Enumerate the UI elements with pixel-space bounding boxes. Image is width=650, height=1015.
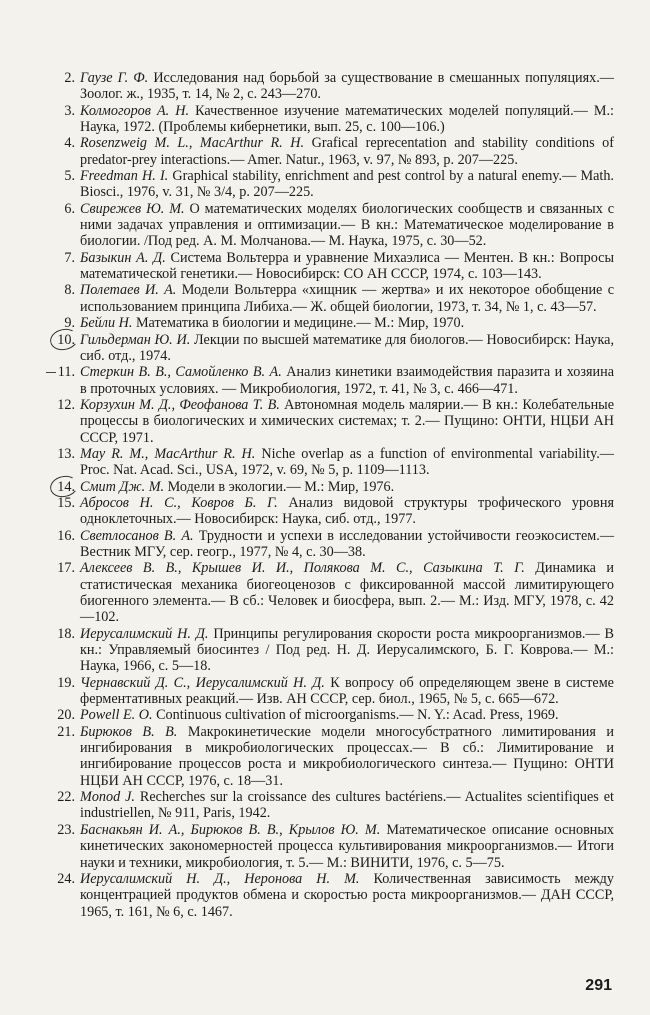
reference-text: К вопросу об определяющем звене в системе ферментативных реакций.— Изв. АН СССР, сер. биол., 1965, № 5, с. 665—672. xyxy=(80,674,614,708)
reference-author: Monod J. xyxy=(80,789,135,806)
reference-item: 13. May R. M., MacArthur R. H. Niche overlap as a function of environmental variability.— Proc. Nat. Acad. Sci., USA, 1972, v. 69, № 5, p. 1109—1113. xyxy=(57,445,614,479)
reference-item: 16. Светлосанов В. А. Трудности и успехи в исследовании устойчивости геоэкосистем.— Вестник МГУ, сер. геогр., 1977, № 4, с. 30—38. xyxy=(57,527,615,560)
reference-item: 12. Корзухин М. Д., Феофанова Т. В. Автономная модель малярии.— В кн.: Колебательные процессы в биологических и химических системах; т. 2.— Пущино: ОНТИ, НЦБИ АН СССР, 1971. xyxy=(57,396,614,446)
reference-text: Принципы регулирования скорости роста микроорганизмов.— В кн.: Управляемый биосинтез / Под ред. Н. Д. Иерусалимского, Б. Г. Коврова.— М.: Наука, 1966, с. 5—18. xyxy=(80,625,615,675)
reference-item: 24. Иерусалимский Н. Д., Неронова Н. М. Количественная зависимость между концентрацией продуктов обмена и скоростью роста микроорганизмов.— ДАН СССР, 1965, т. 161, № 6, с. 1467. xyxy=(57,870,614,920)
reference-text: Модели Вольтерра «хищник — жертва» и их некоторое обобщение с использованием принципа Либиха.— Ж. общей биологии, 1973, т. 34, № 1, с. 43—57. xyxy=(80,282,614,315)
reference-author: Гаузе Г. Ф. xyxy=(80,70,149,86)
reference-text: Grafical reprecentation and stability conditions of predator-prey interactions.— Amer. Natur., 1963, v. 97, № 893, p. 207—225. xyxy=(80,135,614,168)
reference-text: Динамика и статистическая механика биогеоценозов с фиксированной массой лимитирующего биогенного элемента.— В сб.: Человек и биосфера, вып. 2.— М.: Изд. МГУ, 1978, с. 42—102. xyxy=(80,560,614,626)
reference-author: Freedman H. I. xyxy=(80,168,169,185)
reference-text: Качественное изучение математических моделей популяций.— М.: Наука, 1972. (Проблемы кибернетики, вып. 25, с. 100—106.) xyxy=(80,102,614,136)
reference-item: 9. Бейли Н. Математика в биологии и медицине.— М.: Мир, 1970. xyxy=(64,315,465,332)
reference-text: Лекции по высшей математике для биологов.— Новосибирск: Наука, сиб. отд., 1974. xyxy=(80,331,614,364)
reference-author: Чернавский Д. С., Иерусалимский Н. Д. xyxy=(80,674,325,691)
reference-author: Абросов Н. С., Ковров Б. Г. xyxy=(80,494,278,511)
reference-text: Математическое описание основных кинетических закономерностей процесса культивирования микроорганизмов.— Итоги науки и техники, микробиология, т. 5.— М.: ВИНИТИ, 1976, с. 5—75. xyxy=(80,821,615,871)
reference-item: 11. Стеркин В. В., Самойленко В. А. Анализ кинетики взаимодействия паразита и хозяина в проточных условиях. — Микробиология, 1972, т. 41, № 3, с. 466—471. xyxy=(56,364,614,397)
reference-item: 14. Смит Дж. М. Модели в экологии.— М.: Мир, 1976. xyxy=(56,479,614,495)
reference-text: Continuous cultivation of microorganisms.— N. Y.: Acad. Press, 1969. xyxy=(152,707,559,724)
reference-text: Система Вольтерра и уравнение Михаэлиса — Ментен. В кн.: Вопросы математической генетики.— Новосибирск: СО АН СССР, 1974, с. 103—143. xyxy=(80,249,614,283)
reference-item: 5. Freedman H. I. Graphical stability, enrichment and pest control by a natural enemy.— Math. Biosci., 1976, v. 31, № 3/4, p. 207—225. xyxy=(64,168,614,201)
reference-author: Смит Дж. М. xyxy=(80,478,165,495)
reference-author: Баснакьян И. А., Бирюков В. В., Крылов Ю. М. xyxy=(80,821,381,838)
reference-text: Анализ видовой структуры трофического уровня одноклеточных.— Новосибирск: Наука, сиб. отд., 1977. xyxy=(80,494,614,528)
reference-item: 6. Свирежев Ю. М. О математических моделях биологических сообществ и связанных с ними задачах управления и оптимизации.— В кн.: Математическое моделирование в биологии. /Под ред. А. М. Молчанова.— М. Наука, 1975, с. 30—52. xyxy=(64,200,614,250)
reference-item: 10. Гильдерман Ю. И. Лекции по высшей математике для биологов.— Новосибирск: Наука, сиб. отд., 1974. xyxy=(56,332,614,365)
reference-author: Rosenzweig M. L., MacArthur R. H. xyxy=(80,135,305,152)
reference-author: Колмогоров А. Н. xyxy=(80,102,190,119)
reference-author: Корзухин М. Д., Феофанова Т. В. xyxy=(80,396,280,413)
reference-author: Стеркин В. В., Самойленко В. А. xyxy=(80,364,282,381)
reference-item: 21. Бирюков В. В. Макрокинетические модели многосубстратного лимитирования и ингибирования в микробиологических процессах.— В сб.: Лимитирование и ингибирование процессов роста и микробиологического синтеза.— Пущино: ОНТИ НЦБИ АН СССР, 1976, с. 18—31. xyxy=(57,723,614,789)
reference-author: Бейли Н. xyxy=(80,315,133,332)
page-number: 291 xyxy=(585,977,612,994)
reference-text: О математических моделях биологических сообществ и связанных с ними задачах управления и оптимизации.— В кн.: Математическое моделирование в биологии. /Под ред. А. М. Молчанова.— М. Наука, 1975, с. 30—52. xyxy=(80,200,614,250)
reference-item: 17. Алексеев В. В., Крышев И. И., Полякова М. С., Сазыкина Т. Г. Динамика и статистическая механика биогеоценозов с фиксированной массой лимитирующего биогенного элемента.— В сб.: Человек и биосфера, вып. 2.— М.: Изд. МГУ, 1978, с. 42—102. xyxy=(57,560,614,626)
reference-text: Трудности и успехи в исследовании устойчивости геоэкосистем.— Вестник МГУ, сер. геогр., 1977, № 4, с. 30—38. xyxy=(80,527,615,560)
reference-item: 18. Иерусалимский Н. Д. Принципы регулирования скорости роста микроорганизмов.— В кн.: Управляемый биосинтез / Под ред. Н. Д. Иерусалимского, Б. Г. Коврова.— М.: Наука, 1966, с. 5—18. xyxy=(57,625,615,675)
reference-author: Светлосанов В. А. xyxy=(80,527,194,544)
reference-item: 19. Чернавский Д. С., Иерусалимский Н. Д. К вопросу об определяющем звене в системе ферментативных реакций.— Изв. АН СССР, сер. биол., 1965, № 5, с. 665—672. xyxy=(57,674,614,708)
reference-item: 2. Гаузе Г. Ф. Исследования над борьбой за существование в смешанных популяциях.— Зоолог. ж., 1935, т. 14, № 2, с. 243—270. xyxy=(64,70,614,103)
reference-item: 4. Rosenzweig M. L., MacArthur R. H. Grafical reprecentation and stability conditions of predator-prey interactions.— Amer. Natur., 1963, v. 97, № 893, p. 207—225. xyxy=(64,135,614,168)
reference-text: Исследования над борьбой за существование в смешанных популяциях.— Зоолог. ж., 1935, т. 14, № 2, с. 243—270. xyxy=(80,70,614,103)
reference-author: Иерусалимский Н. Д., Неронова Н. М. xyxy=(80,870,360,887)
reference-item: 7. Базыкин А. Д. Система Вольтерра и уравнение Михаэлиса — Ментен. В кн.: Вопросы математической генетики.— Новосибирск: СО АН СССР, 1974, с. 103—143. xyxy=(64,249,614,283)
reference-author: Алексеев В. В., Крышев И. И., Полякова М. С., Сазыкина Т. Г. xyxy=(80,560,525,577)
reference-text: Анализ кинетики взаимодействия паразита и хозяина в проточных условиях. — Микробиология, 1972, т. 41, № 3, с. 466—471. xyxy=(80,364,614,397)
reference-item: 3. Колмогоров А. Н. Качественное изучение математических моделей популяций.— М.: Наука, 1972. (Проблемы кибернетики, вып. 25, с. 100—106.) xyxy=(64,102,614,136)
reference-text: Graphical stability, enrichment and pest control by a natural enemy.— Math. Biosci., 1976, v. 31, № 3/4, p. 207—225. xyxy=(80,168,614,201)
reference-author: Свирежев Ю. М. xyxy=(80,200,185,217)
reference-item: 22. Monod J. Recherches sur la croissance des cultures bactériens.— Actualites scientifiques et industriellen, № 911, Paris, 1942. xyxy=(57,789,614,822)
reference-text: Автономная модель малярии.— В кн.: Колебательные процессы в биологических и химических системах; т. 2.— Пущино: ОНТИ, НЦБИ АН СССР, 1971. xyxy=(80,396,614,446)
reference-item: 20. Powell E. O. Continuous cultivation of microorganisms.— N. Y.: Acad. Press, 1969. xyxy=(57,707,559,724)
reference-author: Бирюков В. В. xyxy=(80,723,178,740)
reference-text: Niche overlap as a function of environmental variability.— Proc. Nat. Acad. Sci., USA, 1972, v. 69, № 5, p. 1109—1113. xyxy=(80,445,614,479)
reference-text: Макрокинетические модели многосубстратного лимитирования и ингибирования в микробиологических процессах.— В сб.: Лимитирование и ингибирование процессов роста и микробиологического синтеза.— Пущино: ОНТИ НЦБИ АН СССР, 1976, с. 18—31. xyxy=(80,723,614,789)
reference-author: Иерусалимский Н. Д. xyxy=(80,625,209,642)
reference-item: 8. Полетаев И. А. Модели Вольтерра «хищник — жертва» и их некоторое обобщение с использованием принципа Либиха.— Ж. общей биологии, 1973, т. 34, № 1, с. 43—57. xyxy=(64,282,614,315)
reference-text: Количественная зависимость между концентрацией продуктов обмена и скоростью роста микроорганизмов.— ДАН СССР, 1965, т. 161, № 6, с. 1467. xyxy=(80,870,614,920)
pencil-dash-mark xyxy=(46,372,56,373)
reference-author: Базыкин А. Д. xyxy=(80,249,166,266)
reference-author: May R. M., MacArthur R. H. xyxy=(80,445,256,462)
reference-item: 23. Баснакьян И. А., Бирюков В. В., Крылов Ю. М. Математическое описание основных кинетических закономерностей процесса культивирования микроорганизмов.— Итоги науки и техники, микробиология, т. 5.— М.: ВИНИТИ, 1976, с. 5—75. xyxy=(57,821,615,871)
reference-item: 15. Абросов Н. С., Ковров Б. Г. Анализ видовой структуры трофического уровня одноклеточных.— Новосибирск: Наука, сиб. отд., 1977. xyxy=(57,494,614,528)
reference-author: Powell E. O. xyxy=(80,707,153,724)
reference-author: Полетаев И. А. xyxy=(80,282,177,299)
reference-text: Математика в биологии и медицине.— М.: Мир, 1970. xyxy=(132,315,465,332)
reference-text: Модели в экологии.— М.: Мир, 1976. xyxy=(164,478,395,495)
reference-author: Гильдерман Ю. И. xyxy=(80,331,191,348)
reference-list xyxy=(56,70,614,920)
reference-text: Recherches sur la croissance des cultures bactériens.— Actualites scientifiques et industriellen, № 911, Paris, 1942. xyxy=(80,789,614,822)
